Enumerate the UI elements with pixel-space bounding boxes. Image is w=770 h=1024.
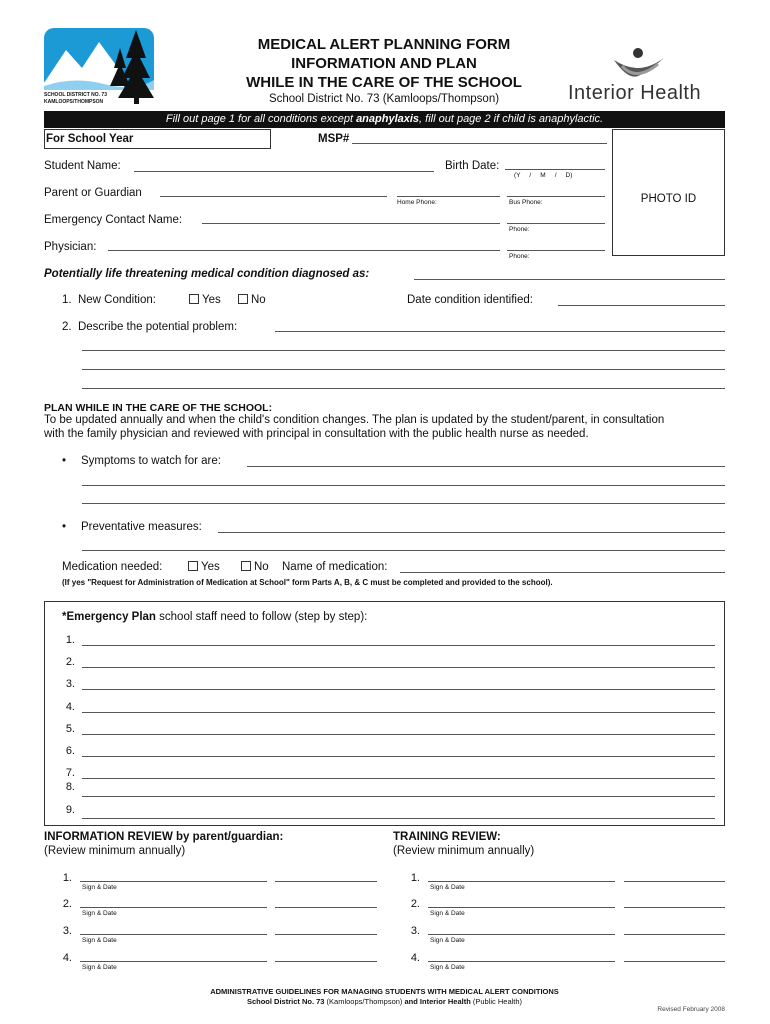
training-review-sign-label: Sign & Date <box>430 910 465 917</box>
new-condition-yes[interactable] <box>189 294 221 306</box>
training-review-sign-line[interactable] <box>428 961 615 962</box>
birth-date-input-line[interactable] <box>505 169 605 170</box>
describe-problem-line-3[interactable] <box>82 369 725 370</box>
preventative-line-1[interactable] <box>218 532 725 533</box>
parent-guardian-input-line[interactable] <box>160 196 387 197</box>
symptoms-bullet: • <box>62 455 67 467</box>
emergency-step-line[interactable] <box>82 778 715 779</box>
banner-text-emphasis: anaphylaxis <box>356 113 420 125</box>
footer-guidelines: ADMINISTRATIVE GUIDELINES FOR MANAGING STUDENTS WITH MEDICAL ALERT CONDITIONS <box>210 987 559 996</box>
emergency-step-line[interactable] <box>82 818 715 819</box>
interior-health-figure-icon <box>608 46 668 82</box>
emergency-plan-heading-rest: school staff need to follow (step by step): <box>155 611 368 623</box>
physician-input-line[interactable] <box>108 250 500 251</box>
preventative-line-2[interactable] <box>82 550 725 551</box>
preventative-label: Preventative measures: <box>81 521 202 533</box>
medication-needed-label: Medication needed: <box>62 561 163 573</box>
banner-text-pre: Fill out page 1 for all conditions except <box>165 113 357 125</box>
msp-input-line[interactable] <box>352 143 607 144</box>
emergency-plan-box <box>44 601 725 826</box>
preventative-bullet: • <box>62 521 67 533</box>
info-review-sign-line[interactable] <box>80 907 267 908</box>
emergency-step-line[interactable] <box>82 796 715 797</box>
training-review-number: 4. <box>410 952 420 964</box>
emergency-step-number: 9. <box>65 804 75 816</box>
footer-health: and Interior Health <box>404 997 471 1006</box>
home-phone-input-line[interactable] <box>397 196 500 197</box>
logo-district-line1: SCHOOL DISTRICT NO. 73 <box>44 92 107 98</box>
physician-phone-label: Phone: <box>509 253 530 260</box>
medication-no[interactable] <box>241 561 269 573</box>
emergency-step-number: 7. <box>65 767 75 779</box>
training-review-number: 2. <box>410 898 420 910</box>
emergency-step-number: 8. <box>65 781 75 793</box>
emergency-step-line[interactable] <box>82 667 715 668</box>
medication-yes-checkbox[interactable] <box>188 561 198 571</box>
emergency-step-number: 2. <box>65 656 75 668</box>
info-review-extra-line[interactable] <box>275 907 377 908</box>
info-review-sign-label: Sign & Date <box>82 937 117 944</box>
condition-heading: Potentially life threatening medical condition diagnosed as: <box>44 268 370 280</box>
training-review-extra-line[interactable] <box>624 961 725 962</box>
training-review-extra-line[interactable] <box>624 907 725 908</box>
info-review-sign-line[interactable] <box>80 934 267 935</box>
training-review-extra-line[interactable] <box>624 934 725 935</box>
info-review-number: 2. <box>62 898 72 910</box>
emergency-step-number: 4. <box>65 701 75 713</box>
new-condition-label: 1. New Condition: <box>62 294 156 306</box>
info-review-number: 4. <box>62 952 72 964</box>
physician-phone-input-line[interactable] <box>507 250 605 251</box>
emergency-phone-label: Phone: <box>509 226 530 233</box>
date-identified-input-line[interactable] <box>558 305 725 306</box>
medication-no-checkbox[interactable] <box>241 561 251 571</box>
training-review-minimum: (Review minimum annually) <box>393 845 535 857</box>
info-review-sign-label: Sign & Date <box>82 884 117 891</box>
training-review-number: 3. <box>410 925 420 937</box>
info-review-number: 1. <box>62 872 72 884</box>
info-review-extra-line[interactable] <box>275 961 377 962</box>
symptoms-line-1[interactable] <box>247 466 725 467</box>
revised-date: Revised February 2008 <box>657 1006 725 1013</box>
emergency-contact-label: Emergency Contact Name: <box>44 214 183 226</box>
training-review-heading: TRAINING REVIEW: <box>393 831 501 843</box>
footer-district-area: (Kamloops/Thompson) <box>324 997 405 1006</box>
symptoms-label: Symptoms to watch for are: <box>81 455 221 467</box>
info-review-sign-label: Sign & Date <box>82 910 117 917</box>
emergency-phone-input-line[interactable] <box>507 223 605 224</box>
banner-text-post: , fill out page 2 if child is anaphylactic. <box>419 113 604 125</box>
new-condition-yes-label: Yes <box>202 294 221 306</box>
interior-health-name: Interior Health <box>568 82 702 104</box>
school-district-logo <box>44 28 154 106</box>
school-year-label: For School Year <box>46 133 134 145</box>
emergency-step-number: 3. <box>65 678 75 690</box>
new-condition-no[interactable] <box>238 294 266 306</box>
training-review-extra-line[interactable] <box>624 881 725 882</box>
new-condition-yes-checkbox[interactable] <box>189 294 199 304</box>
medication-name-label: Name of medication: <box>282 561 388 573</box>
info-review-sign-line[interactable] <box>80 881 267 882</box>
form-subtitle: School District No. 73 (Kamloops/Thompson) <box>268 93 500 105</box>
footer-health-area: (Public Health) <box>470 997 523 1006</box>
plan-heading: PLAN WHILE IN THE CARE OF THE SCHOOL: <box>44 402 273 414</box>
emergency-step-line[interactable] <box>82 645 715 646</box>
emergency-contact-input-line[interactable] <box>202 223 500 224</box>
emergency-step-number: 5. <box>65 723 75 735</box>
medication-no-label: No <box>254 561 269 573</box>
logo-district-line2: KAMLOOPS/THOMPSON <box>44 99 104 105</box>
info-review-number: 3. <box>62 925 72 937</box>
medication-name-input-line[interactable] <box>400 572 725 573</box>
plan-description-line2: with the family physician and reviewed with principal in consultation with the public health nurse as needed. <box>44 428 589 440</box>
training-review-sign-label: Sign & Date <box>430 884 465 891</box>
new-condition-no-label: No <box>251 294 266 306</box>
emergency-step-line[interactable] <box>82 756 715 757</box>
info-review-sign-label: Sign & Date <box>82 964 117 971</box>
describe-problem-line-4[interactable] <box>82 388 725 389</box>
instruction-banner <box>44 111 725 128</box>
medication-note: (If yes "Request for Administration of Medication at School" form Parts A, B, & C must be completed and provided to the school). <box>62 578 553 587</box>
parent-guardian-label: Parent or Guardian <box>44 187 142 199</box>
emergency-step-line[interactable] <box>82 734 715 735</box>
training-review-sign-line[interactable] <box>428 934 615 935</box>
training-review-sign-line[interactable] <box>428 881 615 882</box>
training-review-sign-line[interactable] <box>428 907 615 908</box>
information-review-minimum: (Review minimum annually) <box>44 845 186 857</box>
condition-input-line[interactable] <box>414 279 725 280</box>
physician-label: Physician: <box>44 241 97 253</box>
describe-problem-label: 2. Describe the potential problem: <box>62 321 238 333</box>
date-identified-label: Date condition identified: <box>407 294 533 306</box>
bus-phone-label: Bus Phone: <box>509 199 543 206</box>
form-title-line2: INFORMATION AND PLAN <box>291 55 477 72</box>
student-name-label: Student Name: <box>44 160 121 172</box>
information-review-heading: INFORMATION REVIEW by parent/guardian: <box>44 831 284 843</box>
footer-district: School District No. 73 <box>246 997 325 1006</box>
symptoms-line-3[interactable] <box>82 503 725 504</box>
birth-date-label: Birth Date: <box>445 160 500 172</box>
msp-label: MSP# <box>318 133 350 145</box>
medication-yes-label: Yes <box>201 561 220 573</box>
training-review-sign-label: Sign & Date <box>430 937 465 944</box>
footer-organizations <box>44 997 725 1006</box>
training-review-number: 1. <box>410 872 420 884</box>
training-review-sign-label: Sign & Date <box>430 964 465 971</box>
info-review-extra-line[interactable] <box>275 934 377 935</box>
emergency-step-line[interactable] <box>82 712 715 713</box>
emergency-step-line[interactable] <box>82 689 715 690</box>
form-title-line1: MEDICAL ALERT PLANNING FORM <box>257 36 511 53</box>
emergency-plan-heading <box>62 611 367 623</box>
photo-id-label: PHOTO ID <box>640 193 697 205</box>
describe-problem-line-2[interactable] <box>82 350 725 351</box>
emergency-step-number: 1. <box>65 634 75 646</box>
student-name-input-line[interactable] <box>134 171 434 172</box>
interior-health-logo <box>568 46 728 106</box>
plan-description-line1: To be updated annually and when the child's condition changes. The plan is updated by the student/parent, in consultation <box>44 414 665 426</box>
describe-problem-line-1[interactable] <box>275 331 725 332</box>
symptoms-line-2[interactable] <box>82 485 725 486</box>
form-title-line3: WHILE IN THE CARE OF THE SCHOOL <box>246 74 522 91</box>
info-review-sign-line[interactable] <box>80 961 267 962</box>
bus-phone-input-line[interactable] <box>507 196 605 197</box>
info-review-extra-line[interactable] <box>275 881 377 882</box>
emergency-step-number: 6. <box>65 745 75 757</box>
birth-date-format: (Y / M / D) <box>514 172 573 179</box>
new-condition-no-checkbox[interactable] <box>238 294 248 304</box>
home-phone-label: Home Phone: <box>397 199 437 206</box>
medication-yes[interactable] <box>188 561 220 573</box>
emergency-plan-heading-bold: *Emergency Plan <box>62 611 156 623</box>
